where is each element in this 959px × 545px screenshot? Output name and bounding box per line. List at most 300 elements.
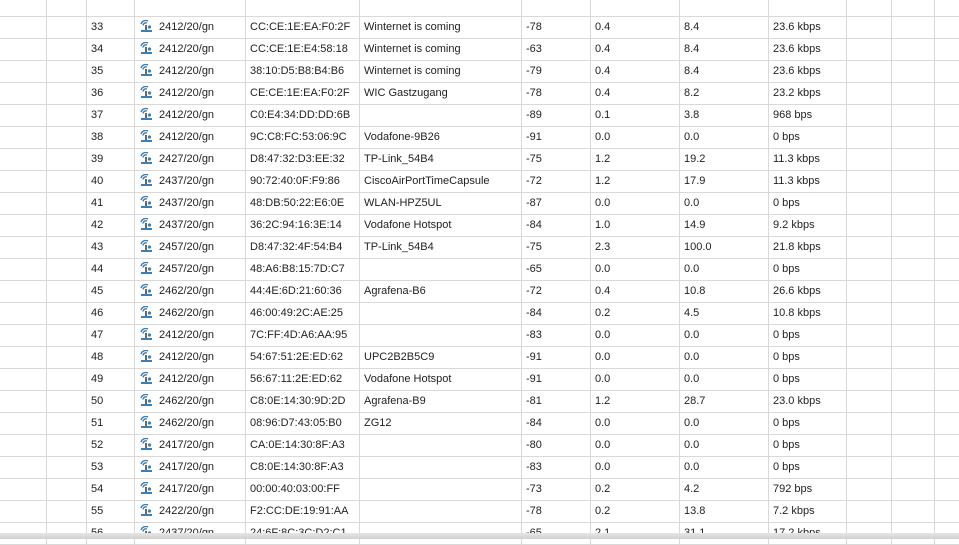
cell-empty [847, 303, 892, 324]
channel-text: 2417/20/gn [159, 483, 215, 495]
value-cell: 0.2 [591, 479, 680, 500]
value-cell: 1.2 [591, 171, 680, 192]
cell-empty [47, 83, 87, 104]
channel-cell [135, 391, 246, 412]
ssid-cell: Vodafone-9B26 [360, 127, 522, 148]
cell-empty [935, 39, 959, 60]
bssid-cell: 08:96:D7:43:05:B0 [246, 413, 360, 434]
wifi-antenna-icon [140, 108, 153, 121]
row-id: 42 [87, 215, 135, 236]
cell-empty [935, 171, 959, 192]
channel-text: 2422/20/gn [159, 505, 215, 517]
table-row[interactable] [0, 171, 959, 193]
signal-cell: -72 [522, 171, 591, 192]
cell-empty [892, 215, 935, 236]
rate-cell: 9.2 kbps [769, 215, 847, 236]
cell-empty [47, 435, 87, 456]
ssid-cell [360, 303, 522, 324]
wifi-antenna-icon [140, 372, 153, 385]
value-cell: 0.0 [591, 457, 680, 478]
rate-cell: 11.3 kbps [769, 149, 847, 170]
ssid-cell: TP-Link_54B4 [360, 149, 522, 170]
channel-text: 2462/20/gn [159, 285, 215, 297]
cell-empty [847, 39, 892, 60]
ssid-cell: Winternet is coming [360, 17, 522, 38]
value-cell: 2.3 [591, 237, 680, 258]
signal-cell: -63 [522, 39, 591, 60]
percent-cell: 4.5 [680, 303, 769, 324]
row-id: 53 [87, 457, 135, 478]
value-cell: 1.0 [591, 215, 680, 236]
cell-empty [935, 17, 959, 38]
cell-empty [47, 171, 87, 192]
wifi-antenna-icon [140, 394, 153, 407]
table-row[interactable] [0, 259, 959, 281]
bssid-cell: 46:00:49:2C:AE:25 [246, 303, 360, 324]
cell-empty [47, 479, 87, 500]
row-id: 35 [87, 61, 135, 82]
ssid-cell: UPC2B2B5C9 [360, 347, 522, 368]
cell-empty [892, 479, 935, 500]
table-row[interactable] [0, 61, 959, 83]
cell-empty [0, 17, 47, 38]
rate-cell: 0 bps [769, 435, 847, 456]
ssid-cell: Vodafone Hotspot [360, 215, 522, 236]
channel-cell [135, 413, 246, 434]
ssid-cell: ZG12 [360, 413, 522, 434]
wifi-antenna-icon [140, 284, 153, 297]
cell-empty [847, 105, 892, 126]
cell-empty [892, 193, 935, 214]
table-row[interactable] [0, 325, 959, 347]
cell-empty [847, 281, 892, 302]
table-row[interactable] [0, 237, 959, 259]
cell-empty [47, 325, 87, 346]
signal-cell: -78 [522, 83, 591, 104]
row-id: 48 [87, 347, 135, 368]
cell-empty [892, 501, 935, 522]
percent-cell: 0.0 [680, 413, 769, 434]
cell-empty [0, 259, 47, 280]
cell-empty [0, 237, 47, 258]
row-id: 51 [87, 413, 135, 434]
channel-text: 2412/20/gn [159, 109, 215, 121]
cell-empty [892, 39, 935, 60]
channel-cell [135, 17, 246, 38]
percent-cell: 4.2 [680, 479, 769, 500]
channel-cell [135, 105, 246, 126]
cell-empty [0, 127, 47, 148]
cell-empty [892, 281, 935, 302]
channel-cell [135, 435, 246, 456]
signal-cell: -84 [522, 215, 591, 236]
channel-cell [135, 479, 246, 500]
cell-empty [847, 457, 892, 478]
rate-cell: 792 bps [769, 479, 847, 500]
table-bottom-edge [0, 533, 959, 539]
cell-empty [892, 149, 935, 170]
rate-cell: 23.6 kbps [769, 39, 847, 60]
row-id: 54 [87, 479, 135, 500]
cell-empty [892, 303, 935, 324]
bssid-cell: CC:CE:1E:EA:F0:2F [246, 17, 360, 38]
cell-empty [892, 237, 935, 258]
ssid-cell [360, 501, 522, 522]
cell-empty [47, 39, 87, 60]
channel-text: 2437/20/gn [159, 219, 215, 231]
ssid-cell [360, 479, 522, 500]
rate-cell: 0 bps [769, 259, 847, 280]
cell-empty [892, 127, 935, 148]
cell-empty [935, 215, 959, 236]
cell-empty [847, 325, 892, 346]
cell-empty [847, 193, 892, 214]
cell-empty [847, 215, 892, 236]
wifi-antenna-icon [140, 306, 153, 319]
channel-cell [135, 457, 246, 478]
cell-empty [847, 149, 892, 170]
percent-cell: 0.0 [680, 127, 769, 148]
cell-empty [47, 303, 87, 324]
cell-empty [591, 0, 680, 16]
cell-empty [935, 193, 959, 214]
cell-empty [847, 237, 892, 258]
bssid-cell: C8:0E:14:30:9D:2D [246, 391, 360, 412]
cell-empty [935, 303, 959, 324]
channel-text: 2412/20/gn [159, 329, 215, 341]
percent-cell: 17.9 [680, 171, 769, 192]
channel-text: 2457/20/gn [159, 263, 215, 275]
bssid-cell: 38:10:D5:B8:B4:B6 [246, 61, 360, 82]
table-row[interactable] [0, 281, 959, 303]
ssid-cell [360, 105, 522, 126]
cell-empty [847, 127, 892, 148]
value-cell: 0.0 [591, 369, 680, 390]
percent-cell: 0.0 [680, 259, 769, 280]
bssid-cell: CE:CE:1E:EA:F0:2F [246, 83, 360, 104]
row-id: 34 [87, 39, 135, 60]
cell-empty [522, 0, 591, 16]
ssid-cell [360, 325, 522, 346]
bssid-cell: D8:47:32:D3:EE:32 [246, 149, 360, 170]
cell-empty [847, 259, 892, 280]
value-cell: 0.4 [591, 61, 680, 82]
channel-cell [135, 61, 246, 82]
cell-empty [47, 149, 87, 170]
signal-cell: -73 [522, 479, 591, 500]
percent-cell: 0.0 [680, 435, 769, 456]
bssid-cell: 9C:C8:FC:53:06:9C [246, 127, 360, 148]
cell-empty [892, 457, 935, 478]
rate-cell: 0 bps [769, 457, 847, 478]
cell-empty [0, 391, 47, 412]
table-row[interactable] [0, 215, 959, 237]
row-id: 49 [87, 369, 135, 390]
cell-empty [0, 281, 47, 302]
wifi-antenna-icon [140, 504, 153, 517]
table-row[interactable] [0, 347, 959, 369]
channel-text: 2427/20/gn [159, 153, 215, 165]
cell-empty [47, 347, 87, 368]
channel-cell [135, 83, 246, 104]
cell-empty [47, 127, 87, 148]
row-id: 40 [87, 171, 135, 192]
channel-cell [135, 259, 246, 280]
channel-text: 2412/20/gn [159, 65, 215, 77]
channel-text: 2412/20/gn [159, 131, 215, 143]
cell-empty [892, 61, 935, 82]
ssid-cell: Winternet is coming [360, 61, 522, 82]
wifi-antenna-icon [140, 350, 153, 363]
channel-cell [135, 237, 246, 258]
cell-empty [360, 0, 522, 16]
wifi-antenna-icon [140, 240, 153, 253]
channel-text: 2462/20/gn [159, 307, 215, 319]
signal-cell: -65 [522, 259, 591, 280]
table-row[interactable] [0, 149, 959, 171]
table-row[interactable] [0, 39, 959, 61]
table-row[interactable] [0, 479, 959, 501]
value-cell: 0.0 [591, 193, 680, 214]
value-cell: 0.4 [591, 39, 680, 60]
value-cell: 0.4 [591, 17, 680, 38]
cell-empty [847, 369, 892, 390]
bssid-cell: 48:DB:50:22:E6:0E [246, 193, 360, 214]
cell-empty [935, 149, 959, 170]
cell-empty [935, 259, 959, 280]
cell-empty [0, 369, 47, 390]
signal-cell: -72 [522, 281, 591, 302]
signal-cell: -91 [522, 127, 591, 148]
cell-empty [892, 83, 935, 104]
signal-cell: -87 [522, 193, 591, 214]
table-row[interactable] [0, 193, 959, 215]
percent-cell: 0.0 [680, 325, 769, 346]
bssid-cell: CA:0E:14:30:8F:A3 [246, 435, 360, 456]
value-cell: 0.4 [591, 83, 680, 104]
signal-cell: -83 [522, 325, 591, 346]
cell-empty [935, 457, 959, 478]
bssid-cell: 00:00:40:03:00:FF [246, 479, 360, 500]
bssid-cell: CC:CE:1E:E4:58:18 [246, 39, 360, 60]
signal-cell: -79 [522, 61, 591, 82]
cell-empty [47, 237, 87, 258]
cell-empty [892, 171, 935, 192]
cell-empty [935, 325, 959, 346]
channel-text: 2412/20/gn [159, 373, 215, 385]
ssid-cell: WLAN-HPZ5UL [360, 193, 522, 214]
cell-empty [892, 325, 935, 346]
row-id: 38 [87, 127, 135, 148]
cell-empty [769, 0, 847, 16]
table-row-partial[interactable] [0, 0, 959, 17]
cell-empty [935, 501, 959, 522]
cell-empty [935, 105, 959, 126]
wifi-antenna-icon [140, 174, 153, 187]
value-cell: 0.1 [591, 105, 680, 126]
value-cell: 0.2 [591, 501, 680, 522]
bssid-cell: 7C:FF:4D:A6:AA:95 [246, 325, 360, 346]
table-row[interactable] [0, 413, 959, 435]
rate-cell: 23.0 kbps [769, 391, 847, 412]
wifi-antenna-icon [140, 460, 153, 473]
ssid-cell: TP-Link_54B4 [360, 237, 522, 258]
channel-cell [135, 149, 246, 170]
wifi-antenna-icon [140, 482, 153, 495]
percent-cell: 13.8 [680, 501, 769, 522]
cell-empty [935, 83, 959, 104]
ssid-cell: Agrafena-B9 [360, 391, 522, 412]
bssid-cell: 48:A6:B8:15:7D:C7 [246, 259, 360, 280]
channel-cell [135, 369, 246, 390]
cell-empty [847, 413, 892, 434]
rate-cell: 0 bps [769, 193, 847, 214]
wifi-antenna-icon [140, 218, 153, 231]
signal-cell: -89 [522, 105, 591, 126]
value-cell: 0.0 [591, 325, 680, 346]
value-cell: 1.2 [591, 149, 680, 170]
cell-empty [0, 149, 47, 170]
row-id: 43 [87, 237, 135, 258]
table-row[interactable] [0, 83, 959, 105]
bssid-cell: 90:72:40:0F:F9:86 [246, 171, 360, 192]
cell-empty [0, 39, 47, 60]
row-id: 44 [87, 259, 135, 280]
channel-text: 2412/20/gn [159, 21, 215, 33]
cell-empty [0, 435, 47, 456]
cell-empty [0, 193, 47, 214]
table-row[interactable] [0, 457, 959, 479]
signal-cell: -80 [522, 435, 591, 456]
percent-cell: 14.9 [680, 215, 769, 236]
ssid-cell: WIC Gastzugang [360, 83, 522, 104]
channel-cell [135, 347, 246, 368]
row-id: 52 [87, 435, 135, 456]
wifi-antenna-icon [140, 86, 153, 99]
cell-empty [47, 215, 87, 236]
wifi-antenna-icon [140, 196, 153, 209]
cell-empty [0, 457, 47, 478]
cell-empty [0, 325, 47, 346]
value-cell: 0.2 [591, 303, 680, 324]
percent-cell: 8.2 [680, 83, 769, 104]
cell-empty [892, 347, 935, 368]
channel-text: 2417/20/gn [159, 461, 215, 473]
channel-text: 2437/20/gn [159, 175, 215, 187]
table-row[interactable] [0, 303, 959, 325]
value-cell: 0.4 [591, 281, 680, 302]
cell-empty [47, 391, 87, 412]
cell-empty [847, 171, 892, 192]
wifi-antenna-icon [140, 42, 153, 55]
channel-cell [135, 215, 246, 236]
rate-cell: 10.8 kbps [769, 303, 847, 324]
cell-empty [935, 347, 959, 368]
row-id: 41 [87, 193, 135, 214]
cell-empty [892, 391, 935, 412]
cell-empty [47, 457, 87, 478]
cell-empty [935, 127, 959, 148]
cell-empty [47, 413, 87, 434]
channel-text: 2412/20/gn [159, 351, 215, 363]
value-cell: 0.0 [591, 413, 680, 434]
cell-empty [47, 193, 87, 214]
signal-cell: -83 [522, 457, 591, 478]
rate-cell: 26.6 kbps [769, 281, 847, 302]
value-cell: 0.0 [591, 347, 680, 368]
channel-cell [135, 39, 246, 60]
cell-empty [0, 347, 47, 368]
table-row[interactable] [0, 17, 959, 39]
signal-cell: -81 [522, 391, 591, 412]
channel-cell [135, 193, 246, 214]
rate-cell: 0 bps [769, 325, 847, 346]
table-row[interactable] [0, 369, 959, 391]
ssid-cell [360, 457, 522, 478]
cell-empty [87, 0, 135, 16]
percent-cell: 28.7 [680, 391, 769, 412]
rate-cell: 23.2 kbps [769, 83, 847, 104]
table-row[interactable] [0, 435, 959, 457]
percent-cell: 0.0 [680, 457, 769, 478]
value-cell: 0.0 [591, 435, 680, 456]
cell-empty [0, 105, 47, 126]
table-row[interactable] [0, 391, 959, 413]
percent-cell: 19.2 [680, 149, 769, 170]
cell-empty [0, 61, 47, 82]
channel-cell [135, 303, 246, 324]
ssid-cell [360, 435, 522, 456]
channel-text: 2412/20/gn [159, 87, 215, 99]
channel-cell [135, 127, 246, 148]
row-id: 45 [87, 281, 135, 302]
value-cell: 1.2 [591, 391, 680, 412]
wifi-antenna-icon [140, 64, 153, 77]
value-cell: 0.0 [591, 259, 680, 280]
ssid-cell: Agrafena-B6 [360, 281, 522, 302]
wifi-antenna-icon [140, 130, 153, 143]
bssid-cell: D8:47:32:4F:54:B4 [246, 237, 360, 258]
cell-empty [47, 0, 87, 16]
rate-cell: 0 bps [769, 347, 847, 368]
percent-cell: 8.4 [680, 17, 769, 38]
rate-cell: 23.6 kbps [769, 61, 847, 82]
signal-cell: -84 [522, 303, 591, 324]
signal-cell: -75 [522, 237, 591, 258]
rate-cell: 968 bps [769, 105, 847, 126]
cell-empty [935, 413, 959, 434]
percent-cell: 10.8 [680, 281, 769, 302]
row-id: 33 [87, 17, 135, 38]
signal-cell: -78 [522, 501, 591, 522]
cell-empty [246, 0, 360, 16]
cell-empty [847, 61, 892, 82]
table-row[interactable] [0, 105, 959, 127]
signal-cell: -84 [522, 413, 591, 434]
rate-cell: 21.8 kbps [769, 237, 847, 258]
cell-empty [847, 501, 892, 522]
cell-empty [47, 259, 87, 280]
wifi-antenna-icon [140, 262, 153, 275]
row-id: 39 [87, 149, 135, 170]
cell-empty [935, 61, 959, 82]
row-id: 37 [87, 105, 135, 126]
table-row[interactable] [0, 127, 959, 149]
cell-empty [935, 281, 959, 302]
cell-empty [0, 83, 47, 104]
row-id: 55 [87, 501, 135, 522]
table-row[interactable] [0, 501, 959, 523]
